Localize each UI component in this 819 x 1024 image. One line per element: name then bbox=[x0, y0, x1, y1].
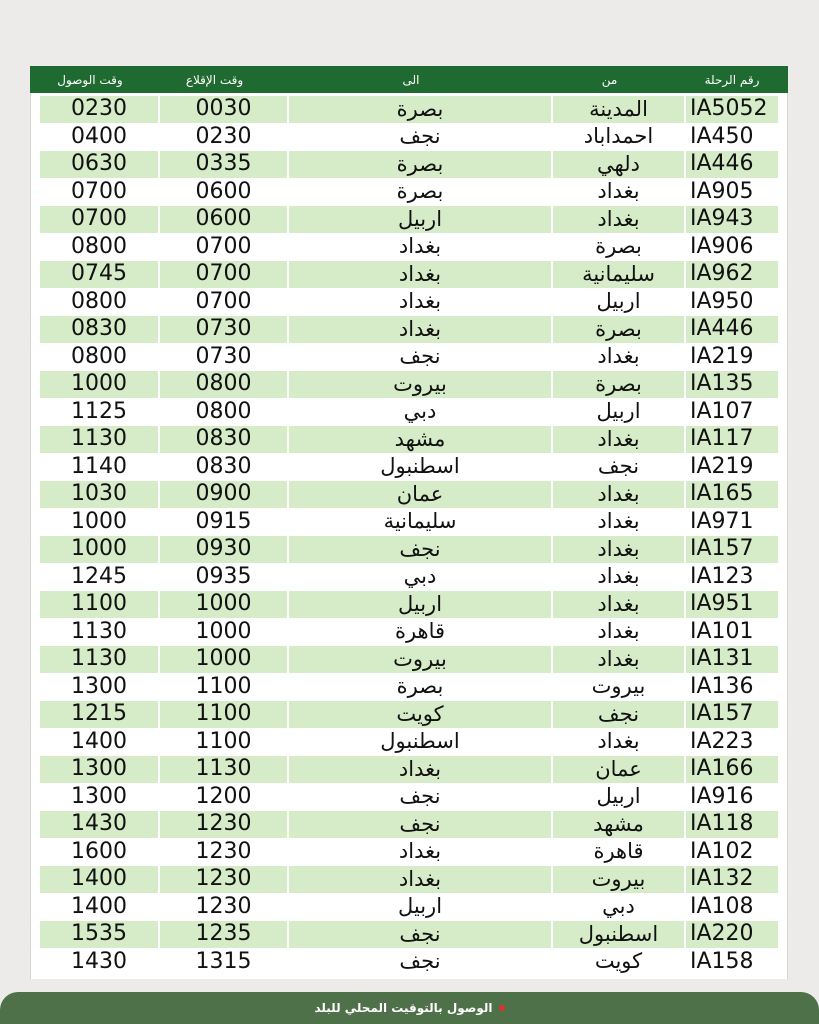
footer-note: الوصول بالتوقيت المحلي للبلد bbox=[314, 1001, 493, 1015]
departure-time-cell: 1000 bbox=[160, 591, 289, 618]
footer-bar bbox=[0, 992, 819, 1024]
origin-cell: مشهد bbox=[553, 811, 686, 838]
departure-time-cell: 1100 bbox=[160, 701, 289, 728]
flight-number-cell: IA916 bbox=[690, 783, 754, 809]
table-row bbox=[40, 289, 778, 317]
table-header bbox=[30, 66, 788, 93]
flight-number-cell: IA446 bbox=[690, 151, 754, 177]
table-row bbox=[40, 729, 778, 757]
table-row bbox=[40, 509, 778, 537]
destination-cell: بغداد bbox=[289, 316, 553, 343]
table-row bbox=[40, 564, 778, 592]
origin-cell: دبي bbox=[553, 894, 686, 921]
arrival-time-cell: 0700 bbox=[40, 206, 160, 233]
destination-cell: دبي bbox=[289, 399, 553, 426]
flight-number-cell: IA950 bbox=[690, 288, 754, 314]
flight-number-cell: IA219 bbox=[690, 343, 754, 369]
departure-time-cell: 0230 bbox=[160, 124, 289, 151]
origin-cell: بيروت bbox=[553, 866, 686, 893]
destination-cell: بغداد bbox=[289, 756, 553, 783]
arrival-time-cell: 1430 bbox=[40, 811, 160, 838]
arrival-time-cell: 1245 bbox=[40, 564, 160, 591]
departure-time-cell: 0915 bbox=[160, 509, 289, 536]
arrival-time-cell: 1000 bbox=[40, 509, 160, 536]
flight-number-cell: IA962 bbox=[690, 261, 754, 287]
departure-time-cell: 1100 bbox=[160, 674, 289, 701]
table-row bbox=[40, 344, 778, 372]
flight-number-cell: IA905 bbox=[690, 178, 754, 204]
table-row bbox=[40, 619, 778, 647]
table-row bbox=[40, 96, 778, 124]
flight-number-cell: IA5052 bbox=[690, 96, 768, 122]
arrival-time-cell: 1000 bbox=[40, 371, 160, 398]
origin-cell: اسطنبول bbox=[553, 921, 686, 948]
arrival-time-cell: 1600 bbox=[40, 839, 160, 866]
origin-cell: بغداد bbox=[553, 646, 686, 673]
destination-cell: بغداد bbox=[289, 839, 553, 866]
origin-cell: بغداد bbox=[553, 206, 686, 233]
origin-cell: المدينة bbox=[553, 96, 686, 123]
destination-cell: بيروت bbox=[289, 646, 553, 673]
arrival-time-cell: 0800 bbox=[40, 234, 160, 261]
origin-cell: اربيل bbox=[553, 784, 686, 811]
origin-cell: بغداد bbox=[553, 591, 686, 618]
destination-cell: بغداد bbox=[289, 866, 553, 893]
table-row bbox=[40, 701, 778, 729]
destination-cell: نجف bbox=[289, 344, 553, 371]
arrival-time-cell: 0800 bbox=[40, 344, 160, 371]
origin-cell: احمداباد bbox=[553, 124, 686, 151]
header-destination: الى bbox=[402, 72, 420, 87]
departure-time-cell: 1230 bbox=[160, 894, 289, 921]
departure-time-cell: 0700 bbox=[160, 234, 289, 261]
table-row bbox=[40, 454, 778, 482]
destination-cell: بصرة bbox=[289, 96, 553, 123]
flight-number-cell: IA123 bbox=[690, 563, 754, 589]
destination-cell: نجف bbox=[289, 811, 553, 838]
departure-time-cell: 0030 bbox=[160, 96, 289, 123]
origin-cell: بغداد bbox=[553, 564, 686, 591]
table-row bbox=[40, 921, 778, 949]
departure-time-cell: 0930 bbox=[160, 536, 289, 563]
destination-cell: بيروت bbox=[289, 371, 553, 398]
header-flight-number: رقم الرحلة bbox=[704, 72, 760, 87]
origin-cell: نجف bbox=[553, 701, 686, 728]
table-row bbox=[40, 949, 778, 977]
destination-cell: اسطنبول bbox=[289, 729, 553, 756]
flight-number-cell: IA117 bbox=[690, 426, 754, 452]
departure-time-cell: 0730 bbox=[160, 316, 289, 343]
destination-cell: عمان bbox=[289, 481, 553, 508]
bullet-icon bbox=[499, 1005, 505, 1011]
departure-time-cell: 1315 bbox=[160, 949, 289, 976]
flight-number-cell: IA107 bbox=[690, 398, 754, 424]
table-row bbox=[40, 894, 778, 922]
arrival-time-cell: 0800 bbox=[40, 289, 160, 316]
departure-time-cell: 1100 bbox=[160, 729, 289, 756]
table-row bbox=[40, 261, 778, 289]
table-row bbox=[40, 646, 778, 674]
flight-number-cell: IA951 bbox=[690, 591, 754, 617]
origin-cell: بغداد bbox=[553, 729, 686, 756]
origin-cell: اربيل bbox=[553, 399, 686, 426]
destination-cell: اربيل bbox=[289, 591, 553, 618]
flight-number-cell: IA450 bbox=[690, 123, 754, 149]
destination-cell: نجف bbox=[289, 536, 553, 563]
destination-cell: اسطنبول bbox=[289, 454, 553, 481]
table-row bbox=[40, 811, 778, 839]
departure-time-cell: 0700 bbox=[160, 289, 289, 316]
flight-number-cell: IA166 bbox=[690, 756, 754, 782]
arrival-time-cell: 1300 bbox=[40, 784, 160, 811]
origin-cell: نجف bbox=[553, 454, 686, 481]
origin-cell: بغداد bbox=[553, 481, 686, 508]
destination-cell: مشهد bbox=[289, 426, 553, 453]
table-row bbox=[40, 206, 778, 234]
destination-cell: بصرة bbox=[289, 179, 553, 206]
destination-cell: نجف bbox=[289, 784, 553, 811]
arrival-time-cell: 1400 bbox=[40, 866, 160, 893]
arrival-time-cell: 0630 bbox=[40, 151, 160, 178]
destination-cell: بغداد bbox=[289, 289, 553, 316]
departure-time-cell: 1235 bbox=[160, 921, 289, 948]
origin-cell: بيروت bbox=[553, 674, 686, 701]
flight-number-cell: IA131 bbox=[690, 646, 754, 672]
header-departure-time: وقت الإقلاع bbox=[185, 72, 244, 87]
arrival-time-cell: 1130 bbox=[40, 646, 160, 673]
flight-number-cell: IA108 bbox=[690, 893, 754, 919]
flight-number-cell: IA165 bbox=[690, 481, 754, 507]
table-row bbox=[40, 591, 778, 619]
table-row bbox=[40, 756, 778, 784]
header-arrival-time: وقت الوصول bbox=[57, 72, 123, 87]
flight-number-cell: IA135 bbox=[690, 371, 754, 397]
origin-cell: بغداد bbox=[553, 426, 686, 453]
destination-cell: نجف bbox=[289, 921, 553, 948]
arrival-time-cell: 0830 bbox=[40, 316, 160, 343]
arrival-time-cell: 0400 bbox=[40, 124, 160, 151]
flight-number-cell: IA136 bbox=[690, 673, 754, 699]
flight-number-cell: IA219 bbox=[690, 453, 754, 479]
flight-number-cell: IA943 bbox=[690, 206, 754, 232]
departure-time-cell: 0335 bbox=[160, 151, 289, 178]
origin-cell: بغداد bbox=[553, 509, 686, 536]
table-row bbox=[40, 371, 778, 399]
arrival-time-cell: 1130 bbox=[40, 619, 160, 646]
flight-number-cell: IA158 bbox=[690, 948, 754, 974]
arrival-time-cell: 0745 bbox=[40, 261, 160, 288]
departure-time-cell: 0700 bbox=[160, 261, 289, 288]
departure-time-cell: 0600 bbox=[160, 179, 289, 206]
departure-time-cell: 0830 bbox=[160, 454, 289, 481]
arrival-time-cell: 1400 bbox=[40, 894, 160, 921]
table-row bbox=[40, 316, 778, 344]
flight-number-cell: IA906 bbox=[690, 233, 754, 259]
departure-time-cell: 0600 bbox=[160, 206, 289, 233]
destination-cell: بصرة bbox=[289, 674, 553, 701]
destination-cell: بغداد bbox=[289, 261, 553, 288]
departure-time-cell: 1230 bbox=[160, 811, 289, 838]
flight-number-cell: IA157 bbox=[690, 536, 754, 562]
arrival-time-cell: 1215 bbox=[40, 701, 160, 728]
origin-cell: بغداد bbox=[553, 619, 686, 646]
departure-time-cell: 1000 bbox=[160, 646, 289, 673]
flight-number-cell: IA446 bbox=[690, 316, 754, 342]
destination-cell: قاهرة bbox=[289, 619, 553, 646]
origin-cell: بغداد bbox=[553, 344, 686, 371]
table-row bbox=[40, 234, 778, 262]
departure-time-cell: 0800 bbox=[160, 399, 289, 426]
flight-number-cell: IA971 bbox=[690, 508, 754, 534]
flight-schedule-table bbox=[30, 66, 788, 979]
origin-cell: قاهرة bbox=[553, 839, 686, 866]
flight-number-cell: IA223 bbox=[690, 728, 754, 754]
origin-cell: عمان bbox=[553, 756, 686, 783]
flight-number-cell: IA102 bbox=[690, 838, 754, 864]
arrival-time-cell: 1300 bbox=[40, 674, 160, 701]
destination-cell: نجف bbox=[289, 124, 553, 151]
departure-time-cell: 0800 bbox=[160, 371, 289, 398]
arrival-time-cell: 1030 bbox=[40, 481, 160, 508]
table-row bbox=[40, 179, 778, 207]
flight-number-cell: IA220 bbox=[690, 921, 754, 947]
table-row bbox=[40, 124, 778, 152]
departure-time-cell: 1230 bbox=[160, 866, 289, 893]
departure-time-cell: 1000 bbox=[160, 619, 289, 646]
arrival-time-cell: 1300 bbox=[40, 756, 160, 783]
arrival-time-cell: 1140 bbox=[40, 454, 160, 481]
destination-cell: اربيل bbox=[289, 894, 553, 921]
arrival-time-cell: 0230 bbox=[40, 96, 160, 123]
arrival-time-cell: 1130 bbox=[40, 426, 160, 453]
origin-cell: اربيل bbox=[553, 289, 686, 316]
header-origin: من bbox=[601, 72, 618, 87]
flight-number-cell: IA118 bbox=[690, 811, 754, 837]
table-body bbox=[30, 93, 788, 979]
departure-time-cell: 1230 bbox=[160, 839, 289, 866]
origin-cell: بغداد bbox=[553, 179, 686, 206]
destination-cell: بغداد bbox=[289, 234, 553, 261]
origin-cell: بصرة bbox=[553, 316, 686, 343]
table-row bbox=[40, 151, 778, 179]
table-row bbox=[40, 426, 778, 454]
departure-time-cell: 0935 bbox=[160, 564, 289, 591]
destination-cell: اربيل bbox=[289, 206, 553, 233]
destination-cell: دبي bbox=[289, 564, 553, 591]
origin-cell: بغداد bbox=[553, 536, 686, 563]
flight-number-cell: IA132 bbox=[690, 866, 754, 892]
destination-cell: نجف bbox=[289, 949, 553, 976]
table-row bbox=[40, 784, 778, 812]
table-row bbox=[40, 839, 778, 867]
table-row bbox=[40, 481, 778, 509]
flight-number-cell: IA101 bbox=[690, 618, 754, 644]
table-row bbox=[40, 674, 778, 702]
origin-cell: سليمانية bbox=[553, 261, 686, 288]
arrival-time-cell: 1125 bbox=[40, 399, 160, 426]
departure-time-cell: 1200 bbox=[160, 784, 289, 811]
origin-cell: بصرة bbox=[553, 371, 686, 398]
departure-time-cell: 1130 bbox=[160, 756, 289, 783]
departure-time-cell: 0830 bbox=[160, 426, 289, 453]
arrival-time-cell: 1535 bbox=[40, 921, 160, 948]
arrival-time-cell: 1400 bbox=[40, 729, 160, 756]
origin-cell: دلهي bbox=[553, 151, 686, 178]
destination-cell: سليمانية bbox=[289, 509, 553, 536]
destination-cell: بصرة bbox=[289, 151, 553, 178]
table-row bbox=[40, 866, 778, 894]
departure-time-cell: 0900 bbox=[160, 481, 289, 508]
arrival-time-cell: 1430 bbox=[40, 949, 160, 976]
arrival-time-cell: 1000 bbox=[40, 536, 160, 563]
destination-cell: كويت bbox=[289, 701, 553, 728]
flight-number-cell: IA157 bbox=[690, 701, 754, 727]
origin-cell: كويت bbox=[553, 949, 686, 976]
table-row bbox=[40, 536, 778, 564]
arrival-time-cell: 0700 bbox=[40, 179, 160, 206]
origin-cell: بصرة bbox=[553, 234, 686, 261]
departure-time-cell: 0730 bbox=[160, 344, 289, 371]
table-row bbox=[40, 399, 778, 427]
arrival-time-cell: 1100 bbox=[40, 591, 160, 618]
